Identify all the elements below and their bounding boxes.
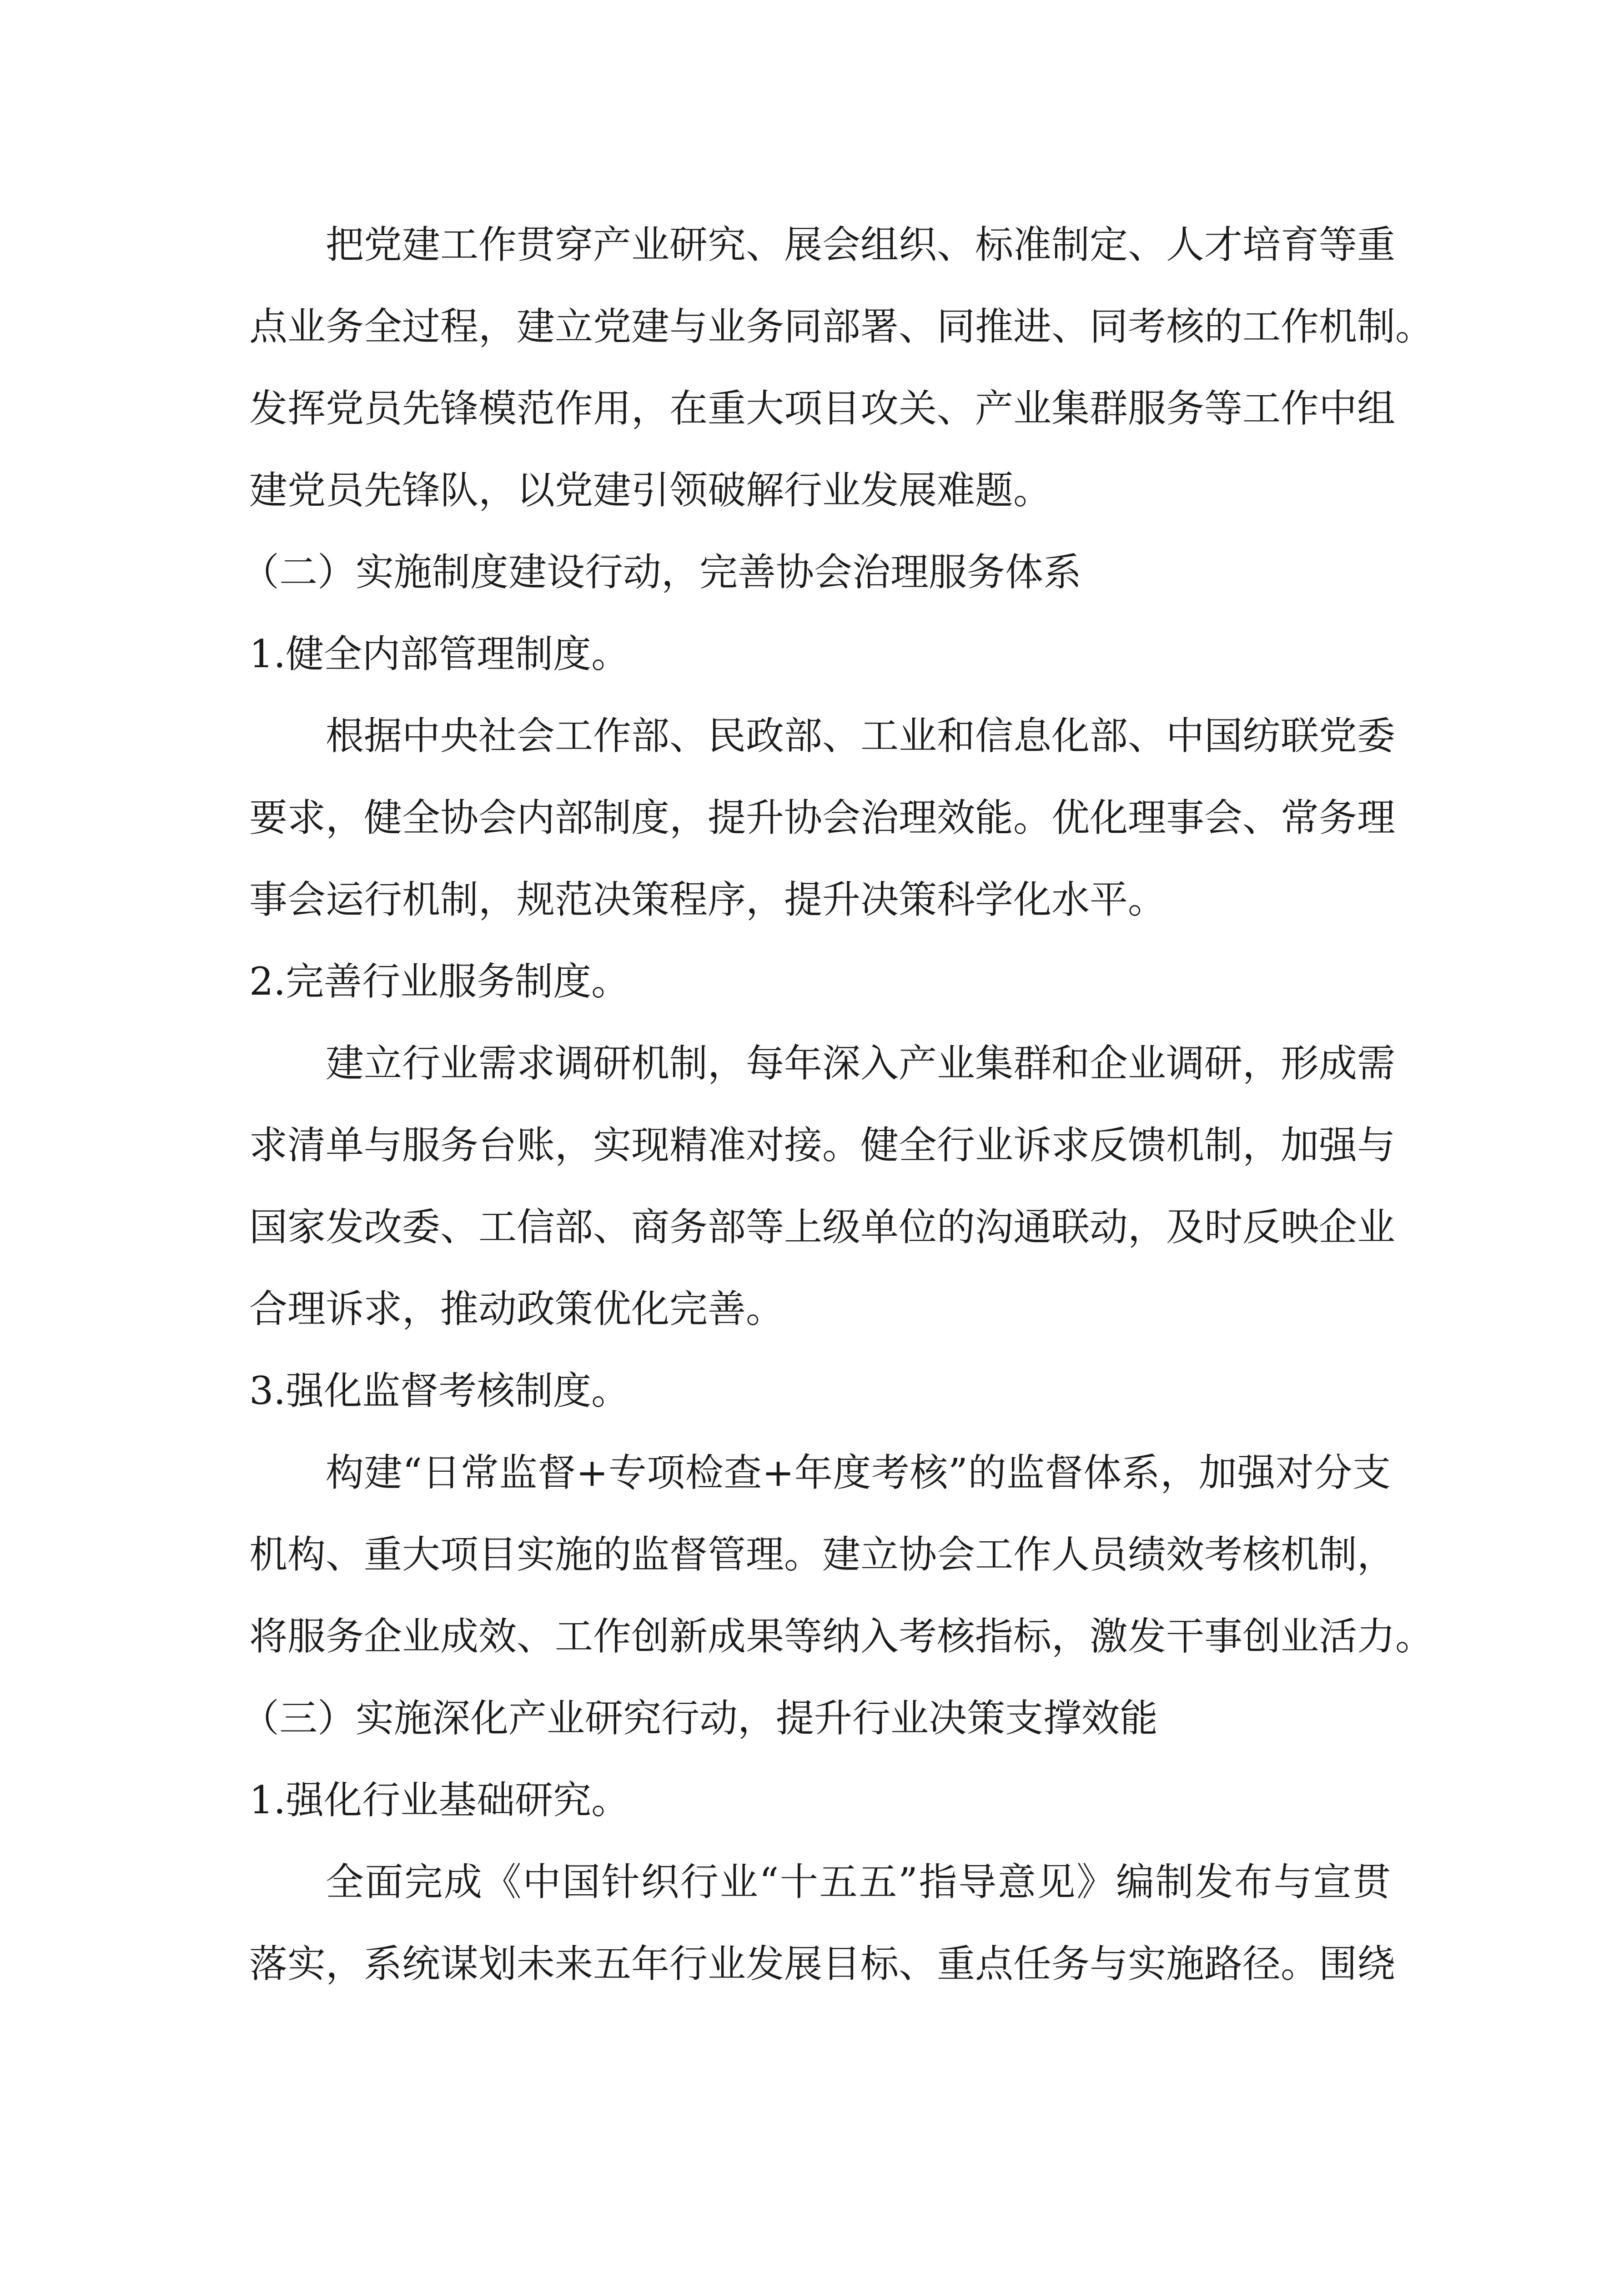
section-heading-3: （三）实施深化产业研究行动，提升行业决策支撑效能: [241, 1696, 1158, 1741]
subheading-industry-service: 2.完善行业服务制度。: [249, 959, 630, 1004]
paragraph-industry-service: [249, 1022, 1396, 1350]
text-line: 点业务全过程，建立党建与业务同部署、同推进、同考核的工作机制。: [249, 304, 1434, 349]
subheading-basic-research: 1.强化行业基础研究。: [249, 1778, 630, 1822]
text-line: 国家发改委、工信部、商务部等上级单位的沟通联动，及时反映企业: [249, 1205, 1396, 1249]
paragraph-supervision: [249, 1432, 1434, 1677]
text-line: 发挥党员先锋模范作用，在重大项目攻关、产业集群服务等工作中组: [249, 386, 1396, 431]
paragraph-party-building: [249, 204, 1434, 531]
text-line: 合理诉求，推动政策优化完善。: [249, 1287, 784, 1331]
paragraph-basic-research: [249, 1841, 1396, 2005]
paragraph-internal-management: [249, 695, 1396, 941]
text-line: 求清单与服务台账，实现精准对接。健全行业诉求反馈机制，加强与: [249, 1123, 1396, 1167]
text-line: 建党员先锋队，以党建引领破解行业发展难题。: [249, 468, 1052, 513]
text-line: 根据中央社会工作部、民政部、工业和信息化部、中国纺联党委: [326, 714, 1396, 758]
text-line: 要求，健全协会内部制度，提升协会治理效能。优化理事会、常务理: [249, 795, 1396, 840]
subheading-internal-management: 1.健全内部管理制度。: [249, 632, 630, 676]
text-line: 落实，系统谋划未来五年行业发展目标、重点任务与实施路径。围绕: [249, 1942, 1396, 1986]
text-line: 将服务企业成效、工作创新成果等纳入考核指标，激发干事创业活力。: [249, 1614, 1434, 1659]
section-heading-2: （二）实施制度建设行动，完善协会治理服务体系: [241, 550, 1082, 594]
text-line: 构建“日常监督+专项检查+年度考核”的监督体系，加强对分支: [326, 1450, 1391, 1495]
text-line: 建立行业需求调研机制，每年深入产业集群和企业调研，形成需: [326, 1041, 1396, 1086]
document-body: [241, 204, 1434, 2005]
text-line: 全面完成《中国针织行业“十五五”指导意见》编制发布与宣贯: [326, 1860, 1391, 1904]
text-line: 事会运行机制，规范决策程序，提升决策科学化水平。: [249, 877, 1166, 922]
text-line: 机构、重大项目实施的监督管理。建立协会工作人员绩效考核机制，: [249, 1532, 1396, 1577]
subheading-supervision: 3.强化监督考核制度。: [249, 1368, 630, 1413]
text-line: 把党建工作贯穿产业研究、展会组织、标准制定、人才培育等重: [326, 222, 1396, 267]
